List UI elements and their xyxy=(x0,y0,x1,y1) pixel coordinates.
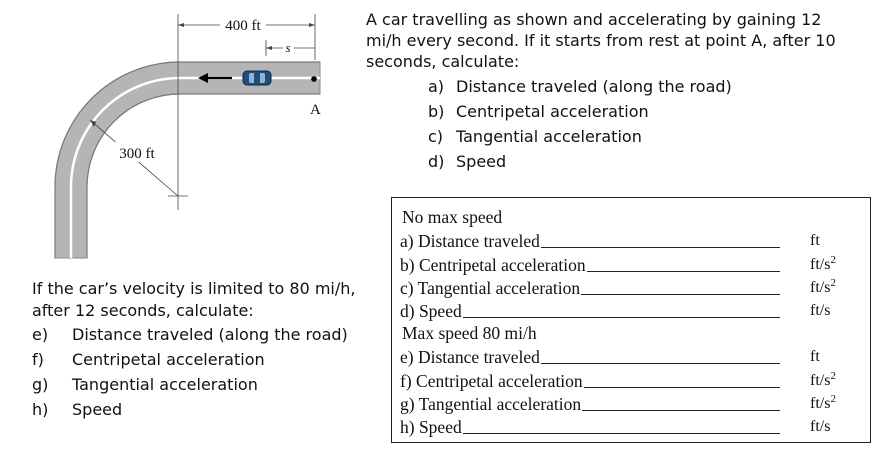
answer-label: b) Centripetal acceleration xyxy=(400,255,586,275)
question-text: Speed xyxy=(456,152,507,171)
answer-unit: $ft/s^2$ xyxy=(810,254,836,273)
answer-label: d) Speed xyxy=(400,301,462,321)
list-item xyxy=(32,347,372,372)
answer-unit: $ft/s^2$ xyxy=(810,393,836,412)
question-letter: h) xyxy=(32,400,49,419)
road xyxy=(55,62,320,258)
answer-box xyxy=(391,197,871,443)
answer-blank[interactable] xyxy=(582,410,780,411)
list-item xyxy=(32,322,372,347)
answer-row-d xyxy=(400,300,780,322)
question-letter: d) xyxy=(428,152,445,171)
answer-unit: ft xyxy=(810,348,820,365)
question-letter: a) xyxy=(428,77,445,96)
answer-row-h xyxy=(400,416,780,438)
list-item xyxy=(428,74,836,99)
answer-row-f xyxy=(400,370,780,392)
question-letter: b) xyxy=(428,102,445,121)
answer-label: f) Centripetal acceleration xyxy=(400,371,583,391)
dimension-400ft: 400 ft xyxy=(225,18,261,34)
list-item xyxy=(32,397,372,422)
problem-questions xyxy=(428,74,836,174)
point-a-marker xyxy=(311,76,317,82)
answer-row-e xyxy=(400,346,780,368)
list-item xyxy=(428,99,836,124)
answer-blank[interactable] xyxy=(463,433,780,434)
question-text: Speed xyxy=(72,400,123,419)
question-text: Tangential acceleration xyxy=(72,375,258,394)
answer-unit: ft xyxy=(810,232,820,249)
answer-unit: ft/s xyxy=(810,418,831,435)
radius-300ft: 300 ft xyxy=(119,146,155,162)
answer-row-c xyxy=(400,277,780,299)
answer-blank[interactable] xyxy=(541,363,780,364)
answer-blank[interactable] xyxy=(584,387,780,388)
point-a-label: A xyxy=(310,102,321,118)
answer-heading-no-max: No max speed xyxy=(402,207,503,227)
answer-unit: ft/s xyxy=(810,302,831,319)
question-text: Tangential acceleration xyxy=(456,127,642,146)
answer-unit: $ft/s^2$ xyxy=(810,370,836,389)
answer-heading-max-speed: Max speed 80 mi/h xyxy=(402,323,537,343)
question-text: Distance traveled (along the road) xyxy=(72,325,348,344)
list-item xyxy=(428,124,836,149)
list-item xyxy=(428,149,836,174)
answer-row-b xyxy=(400,254,780,276)
answer-blank[interactable] xyxy=(581,294,780,295)
answer-row-g xyxy=(400,393,780,415)
problem-intro: A car travelling as shown and accelerating by gaining 12 mi/h every second. If it starts from rest at point A, after 10 seconds, calculate: xyxy=(366,10,836,71)
problem-statement xyxy=(366,9,836,174)
answer-blank[interactable] xyxy=(463,317,780,318)
answer-label: h) Speed xyxy=(400,417,462,437)
question-letter: e) xyxy=(32,325,49,344)
answer-label: c) Tangential acceleration xyxy=(400,278,581,298)
question-letter: f) xyxy=(32,350,44,369)
answer-blank[interactable] xyxy=(541,247,780,248)
part2-statement xyxy=(32,278,372,422)
answer-blank[interactable] xyxy=(587,271,780,272)
question-text: Centripetal acceleration xyxy=(456,102,649,121)
question-text: Distance traveled (along the road) xyxy=(456,77,732,96)
road-center-line xyxy=(71,78,320,258)
car-icon xyxy=(243,71,271,85)
answer-row-a xyxy=(400,230,780,252)
dimension-s: s xyxy=(285,40,291,55)
answer-label: a) Distance traveled xyxy=(400,231,540,251)
part2-questions xyxy=(32,322,372,422)
list-item xyxy=(32,372,372,397)
part2-intro: If the car’s velocity is limited to 80 mi/h, after 12 seconds, calculate: xyxy=(32,279,356,320)
road-figure xyxy=(0,0,360,290)
question-letter: g) xyxy=(32,375,49,394)
answer-label: g) Tangential acceleration xyxy=(400,394,582,414)
answer-unit: $ft/s^2$ xyxy=(810,277,836,296)
answer-label: e) Distance traveled xyxy=(400,347,540,367)
question-text: Centripetal acceleration xyxy=(72,350,265,369)
question-letter: c) xyxy=(428,127,444,146)
